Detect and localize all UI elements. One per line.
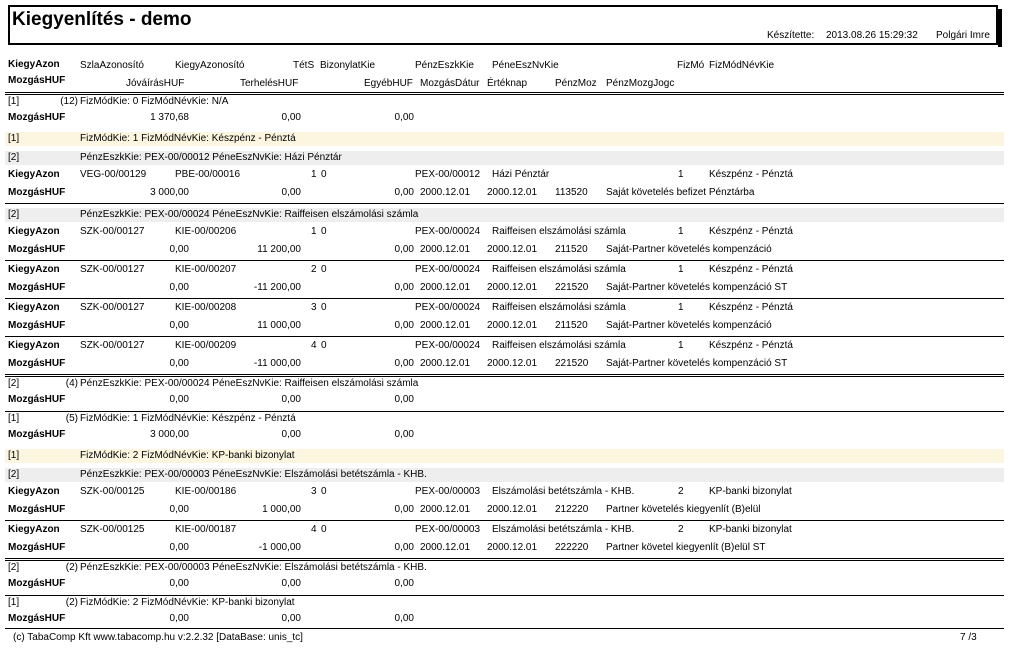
record-penzeszk-nev: Elszámolási betétszámla - KHB. bbox=[492, 486, 635, 497]
record-szlaazonosito: SZK-00/00127 bbox=[80, 264, 145, 275]
record-kiegyazonosito: KIE-00/00209 bbox=[175, 340, 237, 351]
record-penzeszk-nev: Házi Pénztár bbox=[492, 169, 550, 180]
sum-terheles: 0,00 bbox=[281, 578, 301, 589]
col-szlaazonosito: SzlaAzonosító bbox=[80, 60, 144, 71]
record-terheles: 11 200,00 bbox=[257, 244, 301, 255]
record-terheles: -11 000,00 bbox=[253, 358, 301, 369]
col-mozgashuf: MozgásHUF bbox=[8, 75, 66, 86]
record-egyeb: 0,00 bbox=[394, 320, 414, 331]
group-caption: PénzEszkKie: PEX-00/00024 PéneEszNvKie: Raiffeisen elszámolási számla bbox=[80, 378, 419, 389]
sum-label: MozgásHUF bbox=[8, 578, 66, 589]
record-fizmod-nev: Készpénz - Pénztá bbox=[709, 264, 793, 275]
record-bizonylat: 0 bbox=[321, 302, 327, 313]
record-mozgas-datum: 2000.12.01 bbox=[420, 244, 471, 255]
record-erteknap: 2000.12.01 bbox=[487, 244, 538, 255]
sum-terheles: 0,00 bbox=[281, 613, 301, 624]
record-bizonylat: 0 bbox=[321, 264, 327, 275]
group-caption: PénzEszkKie: PEX-00/00003 PéneEszNvKie: Elszámolási betétszámla - KHB. bbox=[80, 562, 427, 573]
record-kiegyazon-label: KiegyAzon bbox=[8, 524, 60, 535]
col-penzeszkkie: PénzEszkKie bbox=[415, 60, 474, 71]
footer-divider bbox=[5, 628, 1004, 629]
record-jogcim: Saját követelés befizet Pénztárba bbox=[606, 187, 755, 198]
record-mozgashuf-label: MozgásHUF bbox=[8, 320, 66, 331]
col-fizmodnevkie: FizMódNévKie bbox=[709, 60, 775, 71]
record-mozgas-datum: 2000.12.01 bbox=[420, 542, 471, 553]
sum-jovairas: 1 370,68 bbox=[150, 112, 189, 123]
record-mozgashuf-label: MozgásHUF bbox=[8, 542, 66, 553]
record-tets: 4 bbox=[311, 340, 317, 351]
sum-jovairas: 0,00 bbox=[169, 394, 189, 405]
record-tets: 3 bbox=[311, 486, 317, 497]
record-jogcim: Saját-Partner követelés kompenzáció ST bbox=[606, 358, 788, 369]
sum-egyeb: 0,00 bbox=[394, 112, 414, 123]
record-kiegyazon-label: KiegyAzon bbox=[8, 302, 60, 313]
record-penzeszk: PEX-00/00024 bbox=[415, 226, 481, 237]
title-frame-shadow bbox=[998, 9, 1002, 47]
group-caption: PénzEszkKie: PEX-00/00012 PéneEszNvKie: Házi Pénztár bbox=[80, 152, 342, 163]
record-kiegyazonosito: KIE-00/00186 bbox=[175, 486, 237, 497]
record-fizmod-nev: KP-banki bizonylat bbox=[709, 524, 792, 535]
record-divider bbox=[5, 298, 1004, 299]
sum-egyeb: 0,00 bbox=[394, 394, 414, 405]
record-fizmod-nev: Készpénz - Pénztá bbox=[709, 226, 793, 237]
col-kiegyazonosito: KiegyAzonosító bbox=[175, 60, 245, 71]
record-mozgashuf-label: MozgásHUF bbox=[8, 244, 66, 255]
group-level: [1] bbox=[8, 450, 20, 461]
col-bizonylatkie: BizonylatKie bbox=[320, 60, 376, 71]
record-divider bbox=[5, 374, 1004, 375]
sum-label: MozgásHUF bbox=[8, 429, 66, 440]
record-mozgas-datum: 2000.12.01 bbox=[420, 282, 471, 293]
group-level: [2] bbox=[8, 562, 20, 573]
record-jogcim: Partner követel kiegyenlít (B)elül ST bbox=[606, 542, 766, 553]
record-erteknap: 2000.12.01 bbox=[487, 187, 538, 198]
record-szlaazonosito: SZK-00/00125 bbox=[80, 486, 145, 497]
group-level: [1] bbox=[8, 133, 20, 144]
col-egyebhuf: EgyébHUF bbox=[364, 78, 413, 89]
group-divider bbox=[5, 376, 1004, 377]
col-erteknap: Értéknap bbox=[487, 78, 528, 89]
record-fizmod-nev: Készpénz - Pénztá bbox=[709, 302, 793, 313]
record-szlaazonosito: SZK-00/00127 bbox=[80, 302, 145, 313]
group-count: (12) bbox=[60, 96, 78, 107]
record-terheles: 0,00 bbox=[281, 187, 301, 198]
record-fizmod: 1 bbox=[678, 340, 684, 351]
col-tets: TétS bbox=[293, 60, 315, 71]
sum-terheles: 0,00 bbox=[281, 394, 301, 405]
record-divider bbox=[5, 520, 1004, 521]
record-bizonylat: 0 bbox=[321, 169, 327, 180]
record-kiegyazonosito: PBE-00/00016 bbox=[175, 169, 241, 180]
record-egyeb: 0,00 bbox=[394, 187, 414, 198]
record-bizonylat: 0 bbox=[321, 524, 327, 535]
record-penzeszk-nev: Raiffeisen elszámolási számla bbox=[492, 226, 626, 237]
record-terheles: 11 000,00 bbox=[257, 320, 301, 331]
record-jogcim: Saját-Partner követelés kompenzáció ST bbox=[606, 282, 788, 293]
record-egyeb: 0,00 bbox=[394, 504, 414, 515]
record-penzeszk: PEX-00/00024 bbox=[415, 302, 481, 313]
record-fizmod-nev: Készpénz - Pénztá bbox=[709, 340, 793, 351]
group-level: [1] bbox=[8, 96, 20, 107]
record-fizmod: 2 bbox=[678, 524, 684, 535]
record-szlaazonosito: VEG-00/00129 bbox=[80, 169, 147, 180]
group-count: (5) bbox=[65, 413, 78, 424]
record-terheles: -11 200,00 bbox=[253, 282, 301, 293]
record-terheles: 1 000,00 bbox=[262, 504, 301, 515]
record-tets: 3 bbox=[311, 302, 317, 313]
record-fizmod: 1 bbox=[678, 264, 684, 275]
group-caption: PénzEszkKie: PEX-00/00003 PéneEszNvKie: Elszámolási betétszámla - KHB. bbox=[80, 469, 427, 480]
record-penzeszk: PEX-00/00024 bbox=[415, 340, 481, 351]
record-divider bbox=[5, 336, 1004, 337]
col-penzmoz: PénzMoz bbox=[555, 78, 597, 89]
col-kiegyazon: KiegyAzon bbox=[8, 59, 60, 70]
record-tets: 4 bbox=[311, 524, 317, 535]
record-erteknap: 2000.12.01 bbox=[487, 358, 538, 369]
record-penzeszk: PEX-00/00012 bbox=[415, 169, 481, 180]
sum-jovairas: 0,00 bbox=[169, 578, 189, 589]
record-jogcim: Partner követelés kiegyenlít (B)elül bbox=[606, 504, 761, 515]
record-kiegyazon-label: KiegyAzon bbox=[8, 264, 60, 275]
group-caption: FizMódKie: 1 FizMódNévKie: Készpénz - Pénztá bbox=[80, 413, 296, 424]
record-fizmod: 1 bbox=[678, 169, 684, 180]
record-jovairas: 0,00 bbox=[169, 358, 189, 369]
record-jovairas: 0,00 bbox=[169, 542, 189, 553]
sum-jovairas: 3 000,00 bbox=[150, 429, 189, 440]
group-caption: FizMódKie: 1 FizMódNévKie: Készpénz - Pénztá bbox=[80, 133, 296, 144]
sum-egyeb: 0,00 bbox=[394, 613, 414, 624]
record-kiegyazon-label: KiegyAzon bbox=[8, 486, 60, 497]
report-title: Kiegyenlítés - demo bbox=[12, 9, 192, 30]
record-erteknap: 2000.12.01 bbox=[487, 542, 538, 553]
record-erteknap: 2000.12.01 bbox=[487, 320, 538, 331]
record-mozgashuf-label: MozgásHUF bbox=[8, 187, 66, 198]
record-kiegyazonosito: KIE-00/00187 bbox=[175, 524, 237, 535]
record-erteknap: 2000.12.01 bbox=[487, 504, 538, 515]
record-egyeb: 0,00 bbox=[394, 244, 414, 255]
record-fizmod-nev: Készpénz - Pénztá bbox=[709, 169, 793, 180]
record-penzeszk-nev: Raiffeisen elszámolási számla bbox=[492, 340, 626, 351]
group-divider bbox=[5, 94, 1004, 95]
record-penzeszk-nev: Raiffeisen elszámolási számla bbox=[492, 302, 626, 313]
group-divider bbox=[5, 560, 1004, 561]
record-penzeszk: PEX-00/00024 bbox=[415, 264, 481, 275]
record-penzeszk-nev: Raiffeisen elszámolási számla bbox=[492, 264, 626, 275]
record-mozgashuf-label: MozgásHUF bbox=[8, 358, 66, 369]
record-tets: 1 bbox=[311, 226, 317, 237]
col-fizmo: FizMó bbox=[677, 60, 705, 71]
record-kiegyazon-label: KiegyAzon bbox=[8, 340, 60, 351]
record-bizonylat: 0 bbox=[321, 226, 327, 237]
group-level: [2] bbox=[8, 209, 20, 220]
group-caption: FizMódKie: 2 FizMódNévKie: KP-banki bizonylat bbox=[80, 450, 295, 461]
record-szlaazonosito: SZK-00/00125 bbox=[80, 524, 145, 535]
record-szlaazonosito: SZK-00/00127 bbox=[80, 340, 145, 351]
record-fizmod: 2 bbox=[678, 486, 684, 497]
record-fizmod: 1 bbox=[678, 302, 684, 313]
record-kiegyazon-label: KiegyAzon bbox=[8, 226, 60, 237]
record-divider bbox=[5, 260, 1004, 261]
record-penzeszk: PEX-00/00003 bbox=[415, 524, 481, 535]
sum-egyeb: 0,00 bbox=[394, 578, 414, 589]
record-mozgas-datum: 2000.12.01 bbox=[420, 504, 471, 515]
record-kiegyazonosito: KIE-00/00208 bbox=[175, 302, 237, 313]
group-divider bbox=[5, 595, 1004, 596]
page-number: 7 /3 bbox=[960, 632, 977, 643]
created-label: Készítette: bbox=[767, 30, 815, 41]
record-egyeb: 0,00 bbox=[394, 282, 414, 293]
group-caption: PénzEszkKie: PEX-00/00024 PéneEszNvKie: Raiffeisen elszámolási számla bbox=[80, 209, 419, 220]
group-level: [1] bbox=[8, 413, 20, 424]
footer-copyright: (c) TabaComp Kft www.tabacomp.hu v:2.2.32 [DataBase: unis_tc] bbox=[13, 632, 303, 643]
record-divider bbox=[5, 203, 1004, 204]
record-jovairas: 0,00 bbox=[169, 320, 189, 331]
sum-jovairas: 0,00 bbox=[169, 613, 189, 624]
record-penzmozg: 221520 bbox=[555, 282, 589, 293]
record-penzmozg: 212220 bbox=[555, 504, 589, 515]
sum-egyeb: 0,00 bbox=[394, 429, 414, 440]
record-penzmozg: 222220 bbox=[555, 542, 589, 553]
record-jovairas: 0,00 bbox=[169, 504, 189, 515]
group-level: [2] bbox=[8, 378, 20, 389]
record-mozgashuf-label: MozgásHUF bbox=[8, 282, 66, 293]
record-penzeszk-nev: Elszámolási betétszámla - KHB. bbox=[492, 524, 635, 535]
col-jovairashuf: JóváírásHUF bbox=[126, 78, 185, 89]
record-kiegyazon-label: KiegyAzon bbox=[8, 169, 60, 180]
record-tets: 2 bbox=[311, 264, 317, 275]
created-timestamp: 2013.08.26 15:29:32 bbox=[826, 30, 918, 41]
col-peneesznvkie: PéneEszNvKie bbox=[492, 60, 559, 71]
record-jovairas: 3 000,00 bbox=[150, 187, 189, 198]
group-level: [2] bbox=[8, 152, 20, 163]
record-penzmozg: 221520 bbox=[555, 358, 589, 369]
record-tets: 1 bbox=[311, 169, 317, 180]
record-bizonylat: 0 bbox=[321, 486, 327, 497]
sum-label: MozgásHUF bbox=[8, 394, 66, 405]
record-egyeb: 0,00 bbox=[394, 542, 414, 553]
author-name: Polgári Imre bbox=[936, 30, 990, 41]
record-fizmod-nev: KP-banki bizonylat bbox=[709, 486, 792, 497]
record-jovairas: 0,00 bbox=[169, 244, 189, 255]
sum-label: MozgásHUF bbox=[8, 112, 66, 123]
record-fizmod: 1 bbox=[678, 226, 684, 237]
record-bizonylat: 0 bbox=[321, 340, 327, 351]
record-kiegyazonosito: KIE-00/00207 bbox=[175, 264, 237, 275]
col-terheleshuf: TerhelésHUF bbox=[240, 78, 299, 89]
col-penzmozgjogc: PénzMozgJogc bbox=[606, 78, 675, 89]
group-level: [2] bbox=[8, 469, 20, 480]
record-mozgashuf-label: MozgásHUF bbox=[8, 504, 66, 515]
sum-label: MozgásHUF bbox=[8, 613, 66, 624]
record-kiegyazonosito: KIE-00/00206 bbox=[175, 226, 237, 237]
record-penzeszk: PEX-00/00003 bbox=[415, 486, 481, 497]
sum-terheles: 0,00 bbox=[281, 112, 301, 123]
group-count: (4) bbox=[65, 378, 78, 389]
record-penzmozg: 211520 bbox=[555, 244, 588, 255]
record-penzmozg: 211520 bbox=[555, 320, 588, 331]
group-divider bbox=[5, 411, 1004, 412]
header-divider bbox=[5, 92, 1004, 93]
record-jovairas: 0,00 bbox=[169, 282, 189, 293]
record-penzmozg: 113520 bbox=[555, 187, 588, 198]
group-caption: FizMódKie: 0 FizMódNévKie: N/A bbox=[80, 96, 229, 107]
record-egyeb: 0,00 bbox=[394, 358, 414, 369]
group-count: (2) bbox=[65, 562, 78, 573]
group-level: [1] bbox=[8, 597, 20, 608]
record-szlaazonosito: SZK-00/00127 bbox=[80, 226, 145, 237]
record-jogcim: Saját-Partner követelés kompenzáció bbox=[606, 244, 772, 255]
sum-terheles: 0,00 bbox=[281, 429, 301, 440]
record-mozgas-datum: 2000.12.01 bbox=[420, 358, 471, 369]
record-jogcim: Saját-Partner követelés kompenzáció bbox=[606, 320, 772, 331]
col-mozgasdatum: MozgásDátur bbox=[420, 78, 480, 89]
record-divider bbox=[5, 558, 1004, 559]
record-mozgas-datum: 2000.12.01 bbox=[420, 187, 471, 198]
group-count: (2) bbox=[65, 597, 78, 608]
record-erteknap: 2000.12.01 bbox=[487, 282, 538, 293]
record-mozgas-datum: 2000.12.01 bbox=[420, 320, 471, 331]
record-terheles: -1 000,00 bbox=[258, 542, 301, 553]
group-caption: FizMódKie: 2 FizMódNévKie: KP-banki bizonylat bbox=[80, 597, 295, 608]
